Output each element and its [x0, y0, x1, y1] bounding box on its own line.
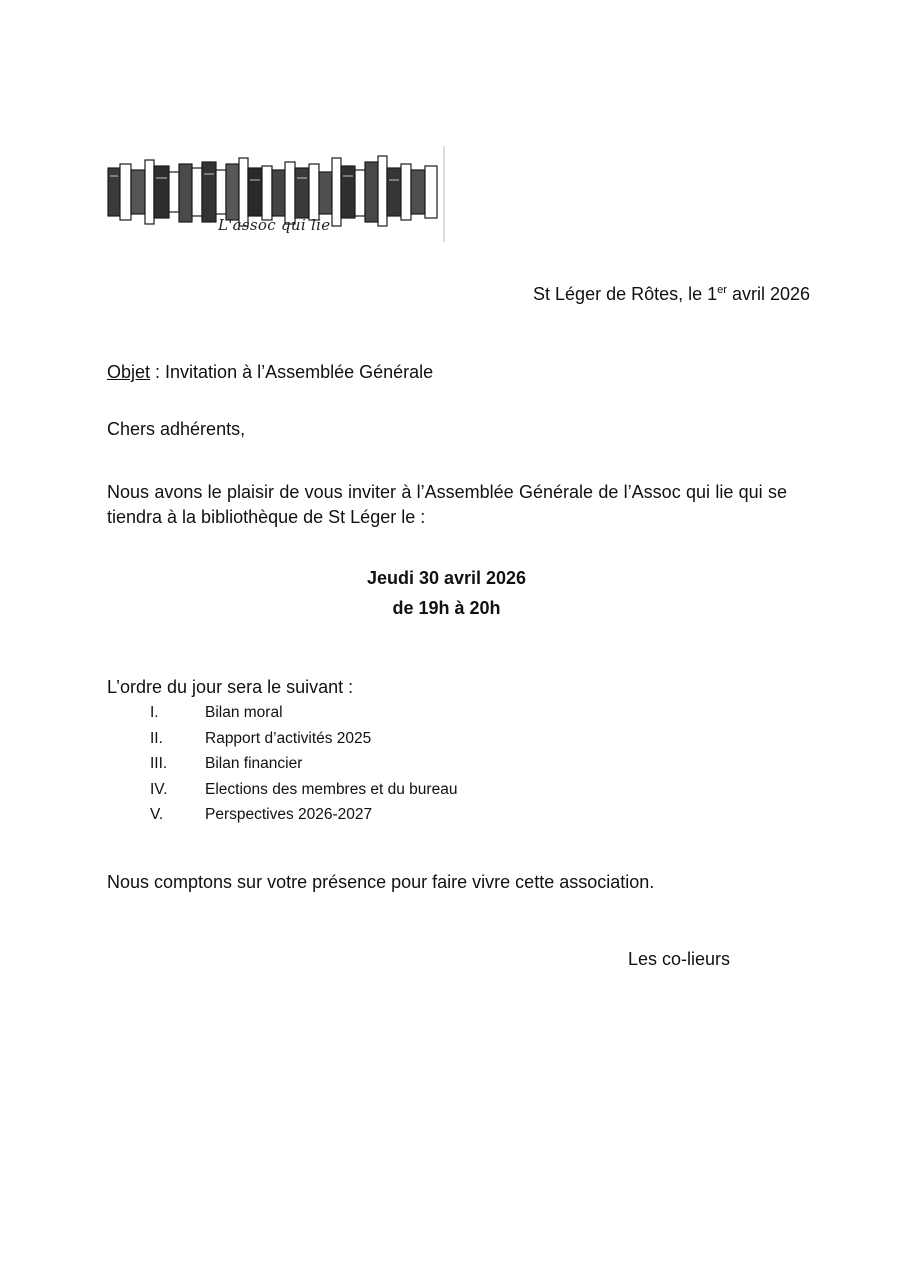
signature: Les co-lieurs: [628, 949, 731, 969]
agenda-item: [150, 804, 457, 830]
agenda-item: [150, 702, 457, 728]
place-date-line: [533, 284, 810, 305]
agenda-item: [150, 779, 457, 805]
agenda-list: [150, 702, 457, 830]
place-date-suffix: avril 2026: [726, 284, 810, 304]
greeting: Chers adhérents,: [107, 419, 246, 439]
agenda-item: [150, 728, 457, 754]
association-logo: [106, 146, 446, 244]
agenda-item-label: Bilan moral: [205, 704, 283, 721]
agenda-item-number: IV.: [150, 780, 168, 798]
agenda-item: [150, 753, 457, 779]
agenda-intro: L’ordre du jour sera le suivant :: [107, 677, 354, 697]
logo-caption: L'assoc qui lie: [218, 216, 331, 234]
subject-label: Objet: [107, 362, 151, 382]
agenda-item-number: III.: [150, 755, 168, 772]
agenda-item-label: Bilan financier: [205, 755, 303, 772]
event-date: Jeudi 30 avril 2026: [366, 568, 527, 588]
agenda-item-number: I.: [150, 704, 159, 721]
invitation-paragraph: Nous avons le plaisir de vous inviter à l’Assemblée Générale de l’Assoc qui lie qui se tiendra à la bibliothèque de St Léger le :: [107, 482, 787, 527]
event-time: de 19h à 20h: [392, 598, 501, 618]
place-date-prefix: St Léger de Rôtes, le 1: [533, 284, 718, 304]
agenda-item-label: Perspectives 2026-2027: [205, 806, 373, 823]
subject-text: : Invitation à l’Assemblée Générale: [150, 362, 434, 382]
subject-line: [107, 362, 433, 383]
closing-sentence: Nous comptons sur votre présence pour faire vivre cette association.: [107, 872, 655, 892]
agenda-item-number: V.: [150, 806, 164, 823]
agenda-item-number: II.: [150, 729, 163, 747]
agenda-item-label: Rapport d’activités 2025: [205, 729, 372, 747]
agenda-item-label: Elections des membres et du bureau: [205, 780, 458, 798]
place-date-ordinal: er: [717, 284, 727, 296]
